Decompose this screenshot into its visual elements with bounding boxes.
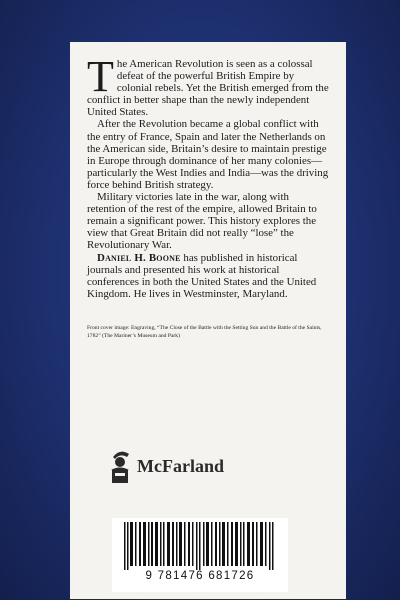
drop-cap: T <box>87 52 114 101</box>
author-bio <box>87 252 329 300</box>
barcode-bars <box>122 522 278 570</box>
publisher-block <box>107 447 224 485</box>
mcfarland-logo-icon <box>107 448 133 484</box>
author-name: Daniel H. Boone <box>97 251 181 264</box>
isbn-barcode <box>112 518 288 592</box>
author-bio-text: has published in historical journals and presented his work at historical conferences in both the United States and the United Kingdom. He lives in Westminster, Maryland. <box>87 251 317 300</box>
blurb-paragraph-1-text: he American Revolution is seen as a colossal defeat of the powerful British Empire by colonial rebels. Yet the British emerged from the conflict in better shape than the newly independent United States. <box>87 58 329 119</box>
isbn-number: 9 781476 681726 <box>145 570 255 582</box>
publisher-name: McFarland <box>137 455 224 476</box>
blurb-paragraph-2: After the Revolution became a global conflict with the entry of France, Spain and later the Netherlands on the American side, Britain’s desire to maintain prestige in Europe through dominance of her many colonies—particularly the West Indies and India—was the driving force behind British strategy. <box>87 118 329 191</box>
back-cover-panel <box>70 42 346 599</box>
cover-image-credit: Front cover image: Engraving, “The Close of the Battle with the Setting Sun and the Battle of the Saints, 1782” (The Mariner’s Museum and Park) <box>87 324 322 339</box>
blurb-paragraph-3: Military victories late in the war, along with retention of the rest of the empire, allowed Britain to remain a significant power. This history explores the view that Great Britain did not really “lose” the Revolutionary War. <box>87 191 317 252</box>
blurb-paragraph-1 <box>87 52 329 119</box>
